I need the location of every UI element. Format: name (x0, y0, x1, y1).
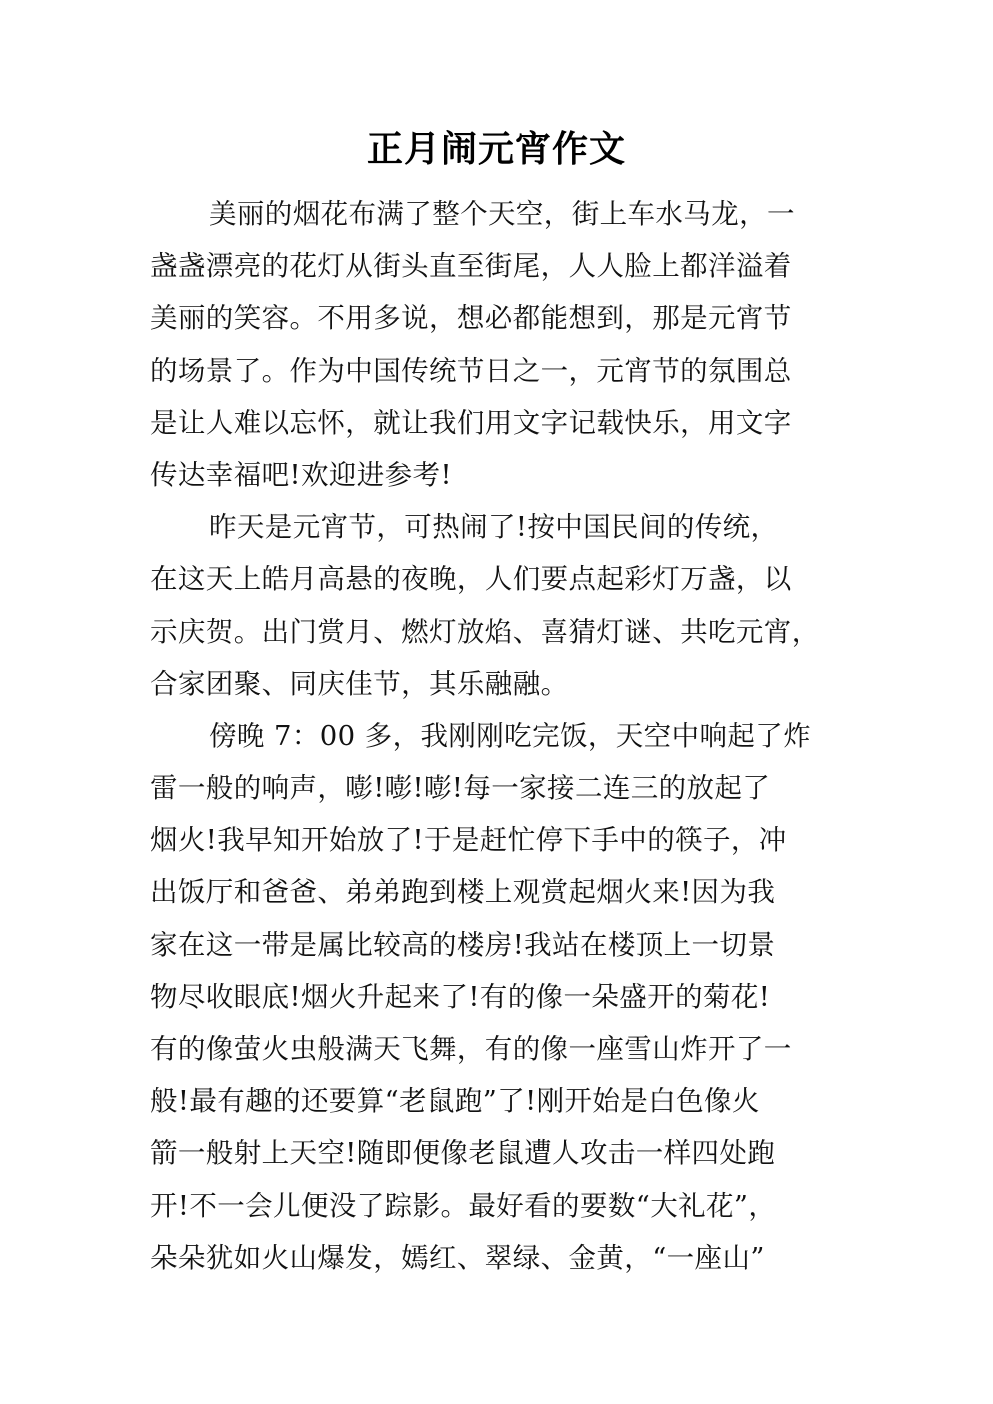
document-body (150, 188, 870, 1284)
text-line: 传达幸福吧!欢迎进参考! (150, 458, 452, 491)
text-line: 美丽的烟花布满了整个天空，街上车水马龙，一 (209, 198, 795, 230)
text-line: 开!不一会儿便没了踪影。最好看的要数“大礼花”， (150, 1189, 777, 1222)
text-line: 雷一般的响声，嘭!嘭!嘭!每一家接二连三的放起了 (150, 772, 771, 805)
text-line: 有的像萤火虫般满天飞舞，有的像一座雪山炸开了一 (150, 1033, 792, 1065)
text-line: 的场景了。作为中国传统节日之一，元宵节的氛围总 (150, 354, 792, 387)
text-line: 家在这一带是属比较高的楼房!我站在楼顶上一切景 (150, 928, 776, 961)
text-line: 合家团聚、同庆佳节，其乐融融。 (150, 667, 569, 700)
document-title: 正月闹元宵作文 (366, 129, 626, 170)
text-line: 是让人难以忘怀，就让我们用文字记载快乐，用文字 (150, 406, 792, 439)
paragraph-tradition (150, 501, 870, 710)
text-line: 美丽的笑容。不用多说，想必都能想到，那是元宵节 (150, 302, 792, 335)
text-line: 在这天上皓月高悬的夜晚，人们要点起彩灯万盏，以 (150, 563, 792, 596)
text-line: 朵朵犹如火山爆发，嫣红、翠绿、金黄，“一座山” (150, 1241, 765, 1274)
text-line: 昨天是元宵节，可热闹了!按中国民间的传统， (209, 511, 779, 544)
paragraph-fireworks (150, 710, 870, 1284)
text-line: 出饭厅和爸爸、弟弟跑到楼上观赏起烟火来!因为我 (150, 876, 776, 909)
text-line: 傍晚 7：00 多，我刚刚吃完饭，天空中响起了炸 (209, 719, 812, 752)
text-line: 盏盏漂亮的花灯从街头直至街尾，人人脸上都洋溢着 (150, 250, 792, 283)
text-line: 物尽收眼底!烟火升起来了!有的像一朵盛开的菊花! (150, 980, 771, 1013)
paragraph-intro (150, 188, 870, 501)
text-line: 般!最有趣的还要算“老鼠跑”了!刚开始是白色像火 (150, 1085, 760, 1118)
text-line: 烟火!我早知开始放了!于是赶忙停下手中的筷子，冲 (150, 824, 787, 857)
text-line: 箭一般射上天空!随即便像老鼠遭人攻击一样四处跑 (150, 1137, 776, 1170)
text-line: 示庆贺。出门赏月、燃灯放焰、喜猜灯谜、共吃元宵， (150, 615, 820, 648)
